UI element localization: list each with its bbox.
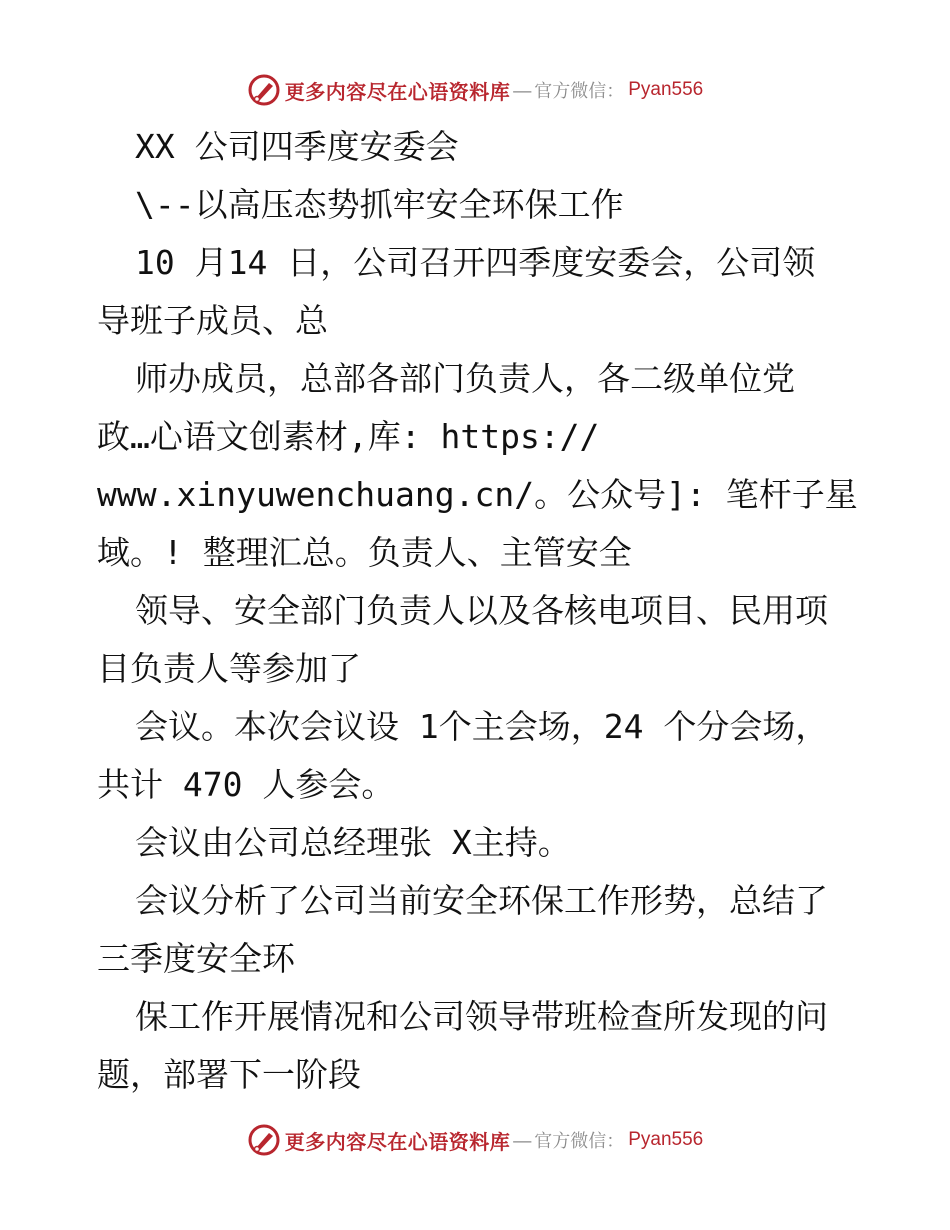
watermark-wechat-id: Pyan556 — [628, 79, 704, 100]
body-line: 师办成员，总部各部门负责人，各二级单位党 — [135, 359, 795, 398]
watermark-wechat-id: Pyan556 — [628, 1129, 704, 1150]
body-line: 题，部署下一阶段 — [97, 1055, 361, 1094]
body-line: 10 月14 日，公司召开四季度安委会，公司领 — [135, 243, 816, 282]
page-header-watermark — [0, 70, 950, 110]
watermark-text: 更多内容尽在心语资料库 — [284, 1129, 511, 1154]
body-line: www.xinyuwenchuang.cn/。公众号]: 笔杆子星 — [97, 475, 858, 514]
body-line: 会议分析了公司当前安全环保工作形势，总结了 — [135, 881, 828, 920]
body-line: 域。! 整理汇总。负责人、主管安全 — [97, 533, 632, 572]
pen-logo-icon — [247, 1123, 281, 1157]
body-line: 三季度安全环 — [97, 939, 295, 978]
body-line: 政…心语文创素材,库: https:// — [97, 417, 600, 456]
body-line: 会议由公司总经理张 X主持。 — [135, 823, 571, 862]
document-subtitle: \--以高压态势抓牢安全环保工作 — [135, 185, 624, 224]
watermark-text: 更多内容尽在心语资料库 — [284, 79, 511, 104]
page-footer-watermark — [0, 1120, 950, 1160]
body-line: 保工作开展情况和公司领导带班检查所发现的问 — [135, 997, 828, 1036]
document-title: XX 公司四季度安委会 — [135, 127, 459, 166]
document-body — [97, 118, 887, 1104]
body-line: 目负责人等参加了 — [97, 649, 361, 688]
watermark-wechat-label: 官方微信： — [534, 1131, 625, 1152]
pen-logo-icon — [247, 73, 281, 107]
watermark-dash: — — [512, 78, 533, 102]
body-line: 导班子成员、总 — [97, 301, 328, 340]
watermark-wechat-label: 官方微信： — [534, 81, 625, 102]
body-line: 共计 470 人参会。 — [97, 765, 395, 804]
body-line: 领导、安全部门负责人以及各核电项目、民用项 — [135, 591, 828, 630]
watermark-dash: — — [512, 1128, 533, 1152]
body-line: 会议。本次会议设 1个主会场，24 个分会场， — [135, 707, 829, 746]
